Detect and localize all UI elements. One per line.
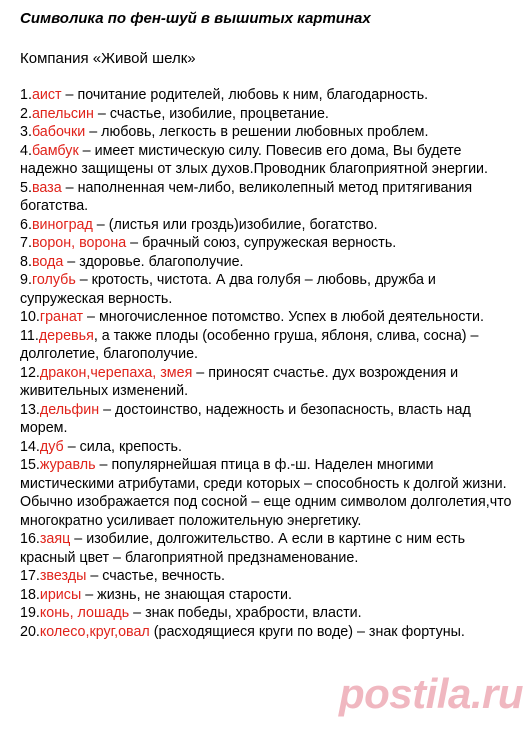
item-number: 19.	[20, 605, 40, 621]
symbol-list	[20, 86, 520, 641]
item-keyword: заяц	[39, 531, 71, 547]
item-number: 1.	[20, 87, 32, 103]
item-number: 13.	[20, 401, 40, 418]
item-description: – счастье, изобилие, процветание.	[93, 105, 329, 122]
list-item	[20, 123, 520, 142]
item-description: (расходящиеся круги по воде) – знак фортуны.	[149, 623, 465, 640]
item-description: – кротость, чистота. А два голубя – любовь, дружба и супружеская верность.	[20, 272, 436, 307]
item-description: – здоровье. благополучие.	[63, 253, 244, 270]
item-description: – брачный союз, супружеская верность.	[126, 235, 397, 251]
item-number: 2.	[20, 105, 32, 122]
list-item	[20, 364, 520, 401]
item-keyword: виноград	[31, 216, 93, 233]
item-number: 17.	[20, 568, 40, 584]
list-item	[20, 253, 520, 272]
list-item	[20, 308, 520, 327]
item-keyword: конь, лошадь	[39, 605, 130, 621]
list-item	[20, 438, 520, 457]
list-item	[20, 327, 520, 364]
item-description: – счастье, вечность.	[86, 568, 226, 584]
item-keyword: ирисы	[39, 586, 82, 603]
item-keyword: дракон,черепаха, змея	[39, 364, 193, 381]
item-keyword: гранат	[39, 309, 84, 325]
item-number: 16.	[20, 531, 40, 547]
item-keyword: бабочки	[31, 124, 86, 140]
list-item	[20, 567, 520, 586]
list-item	[20, 234, 520, 253]
item-keyword: ворон, ворона	[31, 235, 127, 251]
item-keyword: дуб	[39, 438, 64, 455]
list-item	[20, 401, 520, 438]
item-keyword: звезды	[39, 568, 87, 584]
list-item	[20, 623, 520, 642]
item-number: 3.	[20, 124, 32, 140]
item-number: 10.	[20, 309, 40, 325]
item-description: – жизнь, не знающая старости.	[81, 586, 292, 603]
item-keyword: дельфин	[39, 401, 100, 418]
item-description: – сила, крепость.	[63, 438, 182, 455]
item-number: 5.	[20, 179, 32, 196]
list-item	[20, 105, 520, 124]
item-number: 8.	[20, 253, 32, 270]
list-item	[20, 530, 520, 567]
item-description: – знак победы, храбрости, власти.	[129, 605, 362, 621]
item-keyword: голубь	[31, 272, 76, 288]
item-description: – популярнейшая птица в ф.-ш. Наделен многими мистическими атрибутами, среди которых – способность к долгой жизни. Обычно изображается под сосной – еще одним символом долголетия,что многократно усиливает положительную энергетику.	[20, 457, 512, 529]
page-title: Символика по фен-шуй в вышитых картинах	[20, 10, 371, 27]
item-number: 20.	[20, 623, 40, 640]
item-number: 14.	[20, 438, 40, 455]
item-number: 12.	[20, 364, 40, 381]
list-item	[20, 586, 520, 605]
list-item	[20, 86, 520, 105]
item-description: – наполненная чем-либо, великолепный метод притягивания богатства.	[20, 179, 473, 214]
watermark-logo: postila.ru	[338, 670, 523, 717]
list-item	[20, 604, 520, 623]
list-item	[20, 456, 520, 530]
item-number: 6.	[20, 216, 32, 233]
item-description: , а также плоды (особенно груша, яблоня, слива, сосна) – долголетие, благополучие.	[20, 327, 479, 362]
list-item	[20, 216, 520, 235]
item-number: 7.	[20, 235, 32, 251]
item-keyword: деревья	[38, 327, 94, 344]
item-keyword: журавль	[39, 457, 96, 473]
item-keyword: апельсин	[31, 105, 94, 122]
list-item	[20, 271, 520, 308]
item-description: – имеет мистическую силу. Повесив его дома, Вы будете надежно защищены от злых духов.Проводник благоприятной энергии.	[20, 142, 489, 177]
item-keyword: аист	[31, 87, 62, 103]
item-keyword: вода	[31, 253, 64, 270]
list-item	[20, 142, 520, 179]
list-item	[20, 179, 520, 216]
item-description: – многочисленное потомство. Успех в любой деятельности.	[83, 309, 484, 325]
item-description: – достоинство, надежность и безопасность, власть над морем.	[20, 401, 471, 436]
item-keyword: колесо,круг,овал	[39, 623, 150, 640]
item-number: 15.	[20, 457, 40, 473]
item-description: – (листья или гроздь)изобилие, богатство.	[92, 216, 378, 233]
item-description: – изобилие, долгожительство. А если в картине с ним есть красный цвет – благоприятной предзнаменование.	[20, 531, 466, 566]
item-description: – почитание родителей, любовь к ним, благодарность.	[61, 87, 429, 103]
item-keyword: бамбук	[31, 142, 79, 159]
item-number: 4.	[20, 142, 32, 159]
item-description: – приносят счастье. дух возрождения и живительных изменений.	[20, 364, 459, 399]
item-number: 11.	[20, 327, 39, 344]
document-page	[20, 10, 520, 641]
company-name: Компания «Живой шелк»	[20, 50, 196, 67]
item-number: 18.	[20, 586, 40, 603]
item-keyword: ваза	[31, 179, 62, 196]
item-description: – любовь, легкость в решении любовных проблем.	[85, 124, 429, 140]
item-number: 9.	[20, 272, 32, 288]
